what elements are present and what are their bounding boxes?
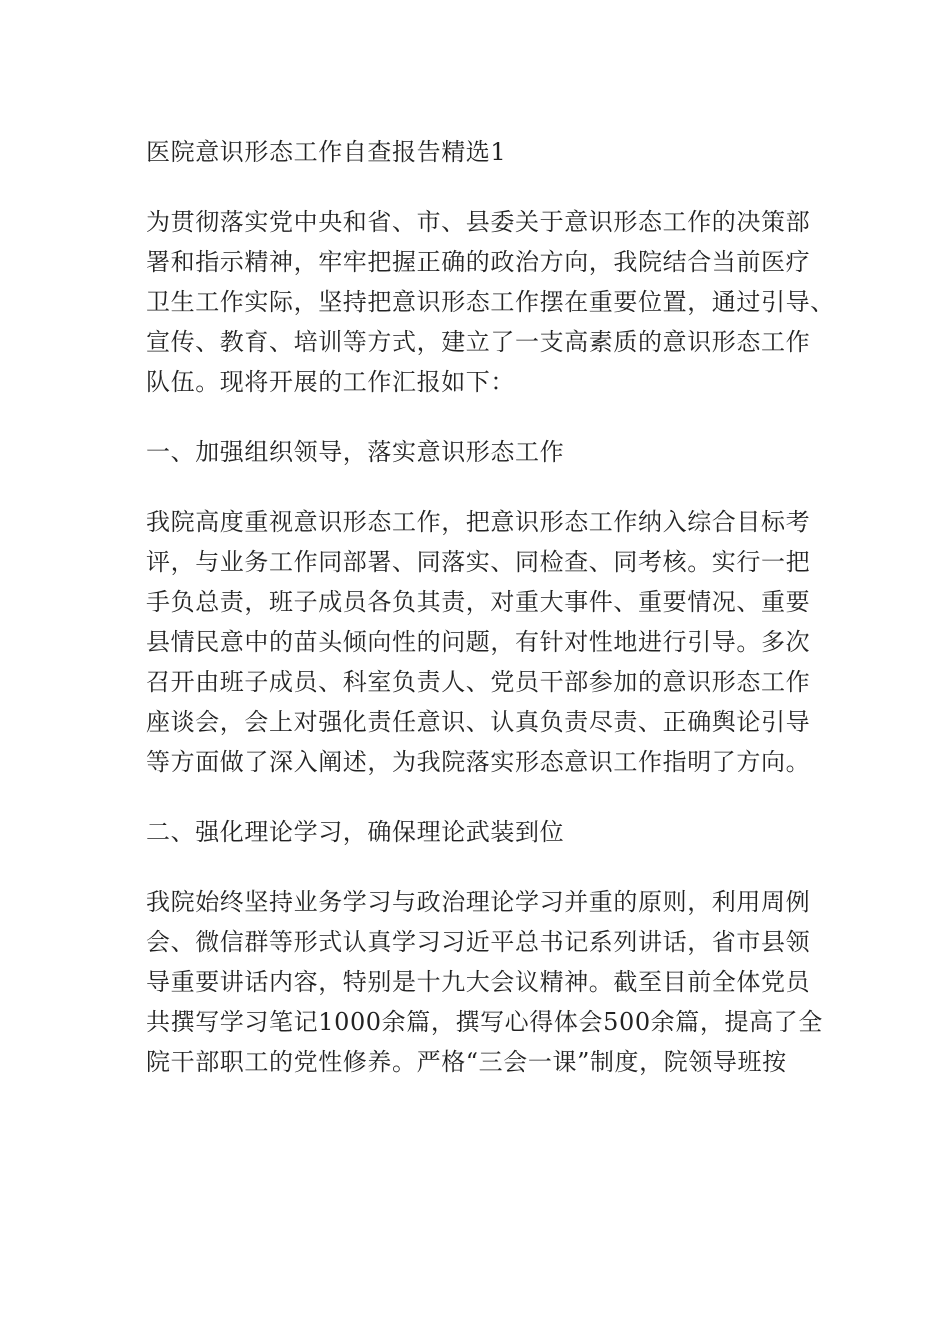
intro-paragraph — [146, 202, 835, 402]
document-body — [146, 132, 835, 1082]
text-line: 共撰写学习笔记1000余篇，撰写心得体会500余篇，提高了全 — [146, 1008, 823, 1036]
text-line: 座谈会，会上对强化责任意识、认真负责尽责、正确舆论引导 — [146, 708, 811, 736]
text-line: 手负总责，班子成员各负其责，对重大事件、重要情况、重要 — [146, 588, 811, 616]
text-line: 导重要讲话内容，特别是十九大会议精神。截至目前全体党员 — [146, 968, 811, 996]
text-line: 院干部职工的党性修养。严格“三会一课”制度，院领导班按 — [146, 1048, 787, 1076]
paragraph-spacer — [146, 402, 806, 432]
paragraph-spacer — [146, 852, 806, 882]
text-line: 宣传、教育、培训等方式，建立了一支高素质的意识形态工作 — [146, 328, 811, 356]
document-title: 医院意识形态工作自查报告精选1 — [146, 138, 507, 166]
text-line: 队伍。现将开展的工作汇报如下： — [146, 368, 515, 396]
section1-paragraph — [146, 502, 811, 782]
text-line: 卫生工作实际，坚持把意识形态工作摆在重要位置，通过引导、 — [146, 288, 835, 316]
section-heading: 一、加强组织领导，落实意识形态工作 — [146, 438, 565, 466]
paragraph-spacer — [146, 782, 806, 812]
text-line: 等方面做了深入阐述，为我院落实形态意识工作指明了方向。 — [146, 748, 811, 776]
paragraph-spacer — [146, 472, 806, 502]
text-line: 我院高度重视意识形态工作，把意识形态工作纳入综合目标考 — [146, 508, 811, 536]
text-line: 会、微信群等形式认真学习习近平总书记系列讲话，省市县领 — [146, 928, 811, 956]
text-line: 我院始终坚持业务学习与政治理论学习并重的原则，利用周例 — [146, 888, 811, 916]
text-line: 为贯彻落实党中央和省、市、县委关于意识形态工作的决策部 — [146, 208, 811, 236]
text-line: 召开由班子成员、科室负责人、党员干部参加的意识形态工作 — [146, 668, 811, 696]
text-line: 评，与业务工作同部署、同落实、同检查、同考核。实行一把 — [146, 548, 811, 576]
text-line: 署和指示精神，牢牢把握正确的政治方向，我院结合当前医疗 — [146, 248, 811, 276]
section2-paragraph — [146, 882, 823, 1082]
text-line: 县情民意中的苗头倾向性的问题，有针对性地进行引导。多次 — [146, 628, 811, 656]
section-heading: 二、强化理论学习，确保理论武装到位 — [146, 818, 565, 846]
